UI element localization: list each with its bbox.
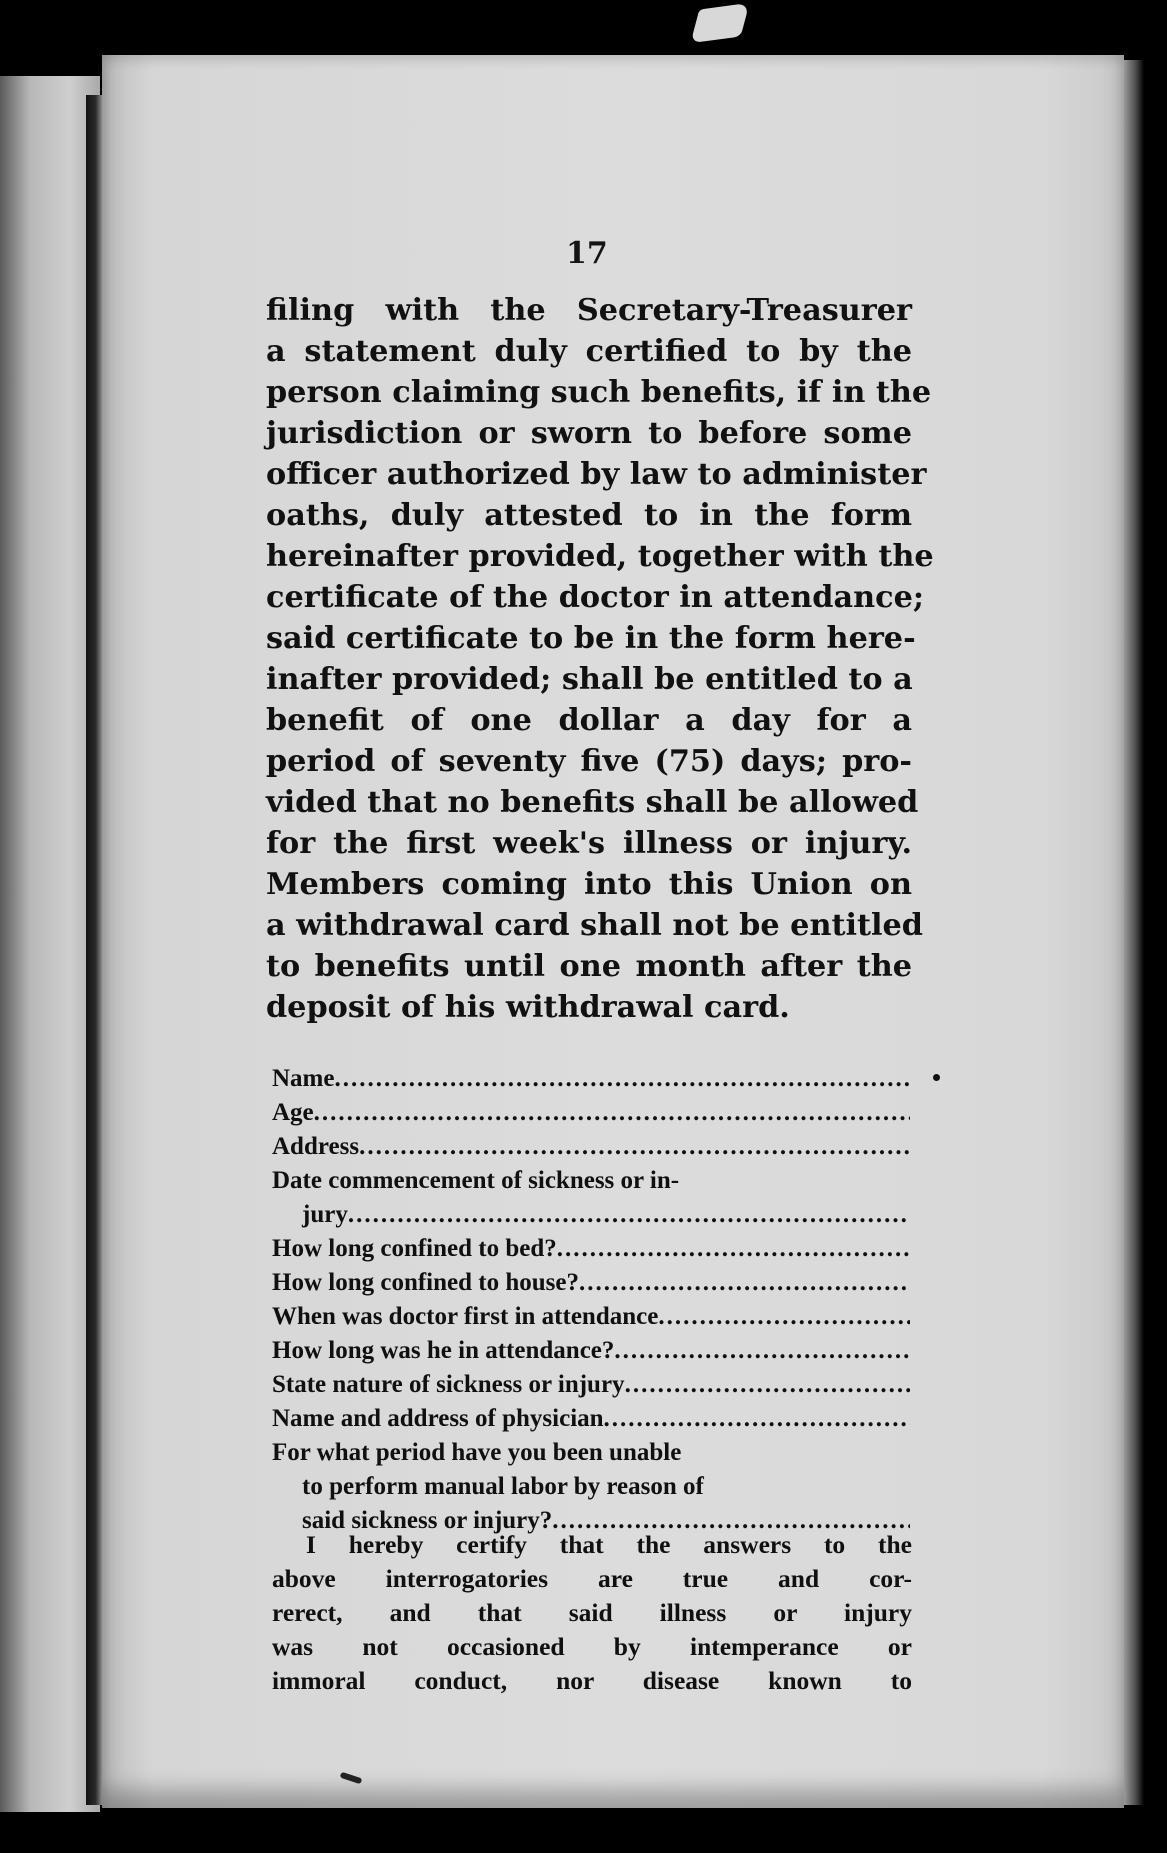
text-line: filing with the Secretary-Treasurer [266, 293, 912, 328]
fill-in-leader [348, 1198, 910, 1232]
text-line: vided that no benefits shall be allowed [266, 785, 919, 820]
text-line: said certificate to be in the form here- [266, 621, 916, 656]
paper-scrap [690, 3, 749, 43]
benefit-claim-form [272, 1062, 910, 1538]
ink-dot [933, 1074, 940, 1081]
page-number: 17 [566, 236, 608, 271]
text-line: to benefits until one month after the [266, 949, 912, 984]
field-label: Name [272, 1065, 335, 1092]
text-line: officer authorized by law to administer [266, 457, 927, 492]
text-line: rerect, and that said illness or injury [272, 1598, 912, 1627]
field-label: jury [302, 1201, 348, 1228]
form-field-address [272, 1130, 910, 1164]
text-line: deposit of his withdrawal card. [266, 990, 790, 1025]
fill-in-leader [614, 1334, 910, 1368]
fill-in-leader [334, 1062, 910, 1096]
field-label: How long confined to bed? [272, 1235, 557, 1262]
text-line: person claiming such benefits, if in the [266, 375, 932, 410]
field-label: When was doctor first in attendance [272, 1303, 659, 1330]
fill-in-leader [359, 1130, 910, 1164]
text-line: period of seventy five (75) days; pro- [266, 744, 912, 779]
fill-in-leader [604, 1402, 910, 1436]
form-field-doctor-first [272, 1300, 910, 1334]
text-line: Members coming into this Union on [266, 867, 912, 902]
fill-in-leader [625, 1368, 910, 1402]
text-line: certificate of the doctor in attendance; [266, 580, 925, 615]
fill-in-leader [658, 1300, 910, 1334]
form-field-period-label: to perform manual labor by reason of [302, 1473, 704, 1500]
text-line: jurisdiction or sworn to before some [266, 416, 912, 451]
facing-page-edge [0, 76, 100, 1812]
binding-gutter [86, 95, 102, 1805]
field-label: said sickness or injury? [302, 1507, 553, 1534]
form-field-date-label: Date commencement of sickness or in- [272, 1167, 680, 1194]
form-field-name [272, 1062, 910, 1096]
text-line: a statement duly certified to by the [266, 334, 912, 369]
form-field-confined-house [272, 1266, 910, 1300]
text-line: oaths, duly attested to in the form [266, 498, 912, 533]
text-line: a withdrawal card shall not be entitled [266, 908, 923, 943]
field-label: Address [272, 1133, 360, 1160]
field-label: Name and address of physician [272, 1405, 604, 1432]
form-field-doctor-duration [272, 1334, 910, 1368]
text-line: immoral conduct, nor disease known to [272, 1666, 912, 1695]
text-line: hereinafter provided, together with the [266, 539, 934, 574]
text-line: for the first week's illness or injury. [266, 826, 912, 861]
field-label: How long was he in attendance? [272, 1337, 615, 1364]
form-field-period-label: For what period have you been unable [272, 1439, 682, 1466]
field-label: Age [272, 1099, 314, 1126]
text-line: I hereby certify that the answers to the [306, 1530, 912, 1559]
fill-in-leader [557, 1232, 910, 1266]
text-line: was not occasioned by intemperance or [272, 1632, 912, 1661]
text-line: inafter provided; shall be entitled to a [266, 662, 913, 697]
certification-paragraph [272, 1528, 912, 1698]
form-field-confined-bed [272, 1232, 910, 1266]
page-edge-shadow [1124, 60, 1144, 1805]
form-field-date [272, 1198, 910, 1232]
field-label: State nature of sickness or injury [272, 1371, 625, 1398]
fill-in-leader [579, 1266, 910, 1300]
text-line: above interrogatories are true and cor- [272, 1564, 912, 1593]
form-field-age [272, 1096, 910, 1130]
form-field-physician [272, 1402, 910, 1436]
fill-in-leader [314, 1096, 910, 1130]
text-line: benefit of one dollar a day for a [266, 703, 912, 738]
field-label: How long confined to house? [272, 1269, 579, 1296]
form-field-nature [272, 1368, 910, 1402]
body-paragraph [266, 290, 934, 1028]
